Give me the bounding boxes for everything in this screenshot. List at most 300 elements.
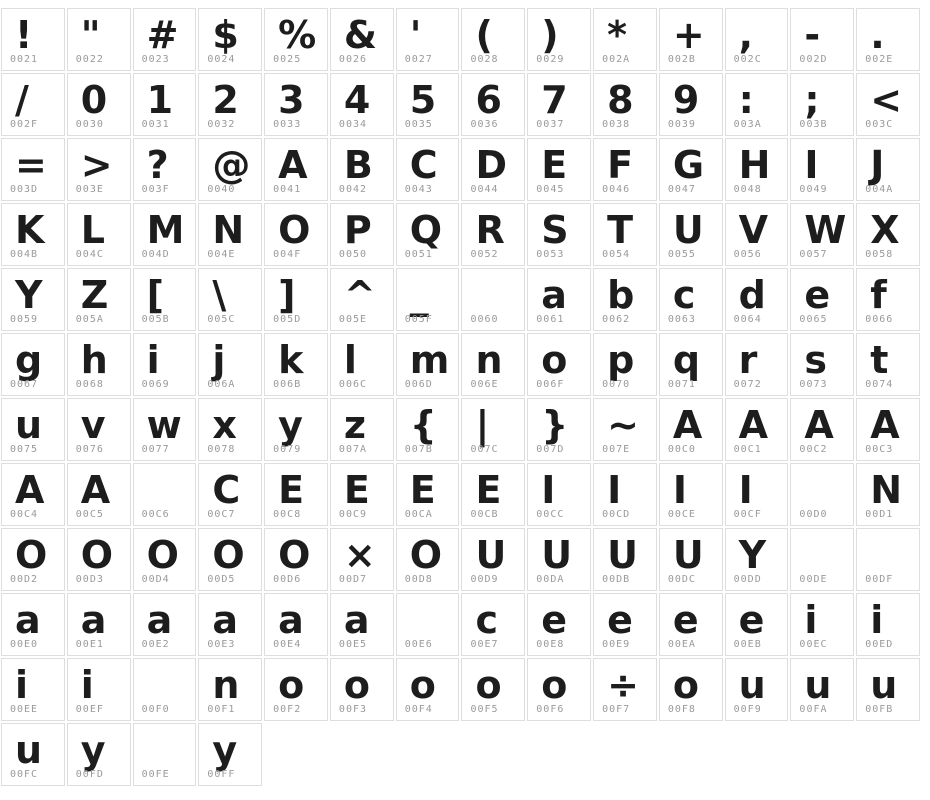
glyph-unicode-code: 00E3 [207,639,236,650]
glyph-character: ] [278,273,296,317]
glyph-unicode-code: 00E2 [141,639,170,650]
glyph-unicode-code: 00C0 [667,444,696,455]
glyph-unicode-code: 006D [404,379,433,390]
glyph-cell [396,268,460,331]
glyph-cell [133,138,197,201]
glyph-character: 0 [80,78,108,122]
glyph-unicode-code: 00E7 [470,639,499,650]
glyph-cell [461,8,525,71]
glyph-cell [1,73,65,136]
glyph-unicode-code: 0070 [602,379,631,390]
glyph-character: × [343,533,376,577]
glyph-unicode-code: 0036 [470,119,499,130]
glyph-character: H [738,143,771,187]
glyph-cell [856,73,920,136]
glyph-character: Z [80,273,109,317]
glyph-character: W [804,208,847,252]
glyph-cell [725,268,789,331]
glyph-unicode-code: 0026 [338,54,368,65]
glyph-cell [133,268,197,331]
glyph-character: a [343,598,370,642]
glyph-character: a [15,598,41,642]
glyph-character: 5 [409,78,437,122]
glyph-unicode-code: 006B [273,379,302,390]
glyph-character: d [738,273,766,317]
glyph-cell [527,203,591,266]
glyph-cell [198,8,262,71]
glyph-cell [1,463,65,526]
glyph-cell [67,463,131,526]
glyph-character: D [475,143,508,187]
glyph-character: U [607,533,638,577]
glyph-character: 9 [672,78,700,122]
glyph-cell [264,333,328,396]
glyph-cell [461,203,525,266]
glyph-cell [396,398,460,461]
glyph-unicode-code: 0035 [404,119,433,130]
glyph-cell [330,203,394,266]
glyph-character: ? [146,143,169,187]
glyph-cell [198,593,262,656]
glyph-unicode-code: 0057 [799,249,828,260]
glyph-cell [593,73,657,136]
glyph-unicode-code: 0077 [141,444,170,455]
glyph-cell [198,463,262,526]
glyph-character: O [80,533,114,577]
glyph-cell [396,658,460,721]
glyph-cell [198,203,262,266]
glyph-character: ^ [343,273,376,317]
glyph-character: L [80,208,105,252]
glyph-unicode-code: 0069 [141,379,170,390]
glyph-character: P [343,208,372,252]
glyph-unicode-code: 0034 [338,119,368,130]
glyph-character: 6 [475,78,502,122]
glyph-character: E [541,143,568,187]
glyph-unicode-code: 00DD [733,574,762,585]
glyph-cell [593,463,657,526]
glyph-character: w [146,403,182,447]
glyph-character: Q [409,208,443,252]
glyph-character: O [146,533,179,577]
glyph-character: h [80,338,108,382]
glyph-character: q [672,338,701,382]
glyph-cell [67,8,131,71]
glyph-unicode-code: 00C3 [865,444,894,455]
glyph-unicode-code: 00F5 [470,704,499,715]
glyph-cell [659,268,723,331]
glyph-unicode-code: 005B [141,314,170,325]
glyph-unicode-code: 0058 [865,249,894,260]
glyph-character: + [672,13,705,57]
glyph-unicode-code: 00CC [536,509,565,520]
glyph-unicode-code: 007E [602,444,631,455]
glyph-cell [527,463,591,526]
glyph-cell [133,203,197,266]
glyph-character: I [607,468,622,512]
glyph-cell [593,528,657,591]
glyph-character: E [475,468,502,512]
glyph-character: 8 [607,78,634,122]
glyph-cell [330,398,394,461]
glyph-cell [527,138,591,201]
glyph-unicode-code: 00D8 [404,574,433,585]
glyph-cell [790,73,854,136]
glyph-character: o [278,663,305,707]
glyph-character: o [541,663,568,707]
glyph-character: v [80,403,106,447]
glyph-character: n [212,663,240,707]
glyph-cell [659,658,723,721]
glyph-character: G [672,143,705,187]
glyph-cell [593,398,657,461]
glyph-cell [659,398,723,461]
glyph-cell [790,463,854,526]
glyph-unicode-code: 0079 [273,444,302,455]
glyph-cell [264,528,328,591]
glyph-cell [133,8,197,71]
glyph-unicode-code: 00F6 [536,704,565,715]
glyph-character: % [278,13,317,57]
glyph-unicode-code: 0048 [733,184,762,195]
glyph-cell [67,593,131,656]
glyph-character: k [278,338,304,382]
glyph-unicode-code: 0056 [733,249,762,260]
glyph-character: [ [146,273,164,317]
glyph-character: Y [738,533,767,577]
glyph-character: I [672,468,687,512]
glyph-unicode-code: 00C6 [141,509,170,520]
glyph-cell [593,8,657,71]
glyph-character: F [607,143,634,187]
glyph-character: o [343,663,371,707]
glyph-unicode-code: 0047 [667,184,696,195]
glyph-cell [198,658,262,721]
glyph-unicode-code: 005E [338,314,368,325]
glyph-character: ÷ [607,663,639,707]
glyph-unicode-code: 004B [10,249,39,260]
glyph-character: g [15,338,43,382]
glyph-cell [725,658,789,721]
glyph-character: E [278,468,305,512]
glyph-unicode-code: 002B [667,54,696,65]
glyph-cell [725,333,789,396]
glyph-unicode-code: 0023 [141,54,170,65]
glyph-unicode-code: 0045 [536,184,565,195]
glyph-cell [725,73,789,136]
glyph-cell [725,528,789,591]
glyph-unicode-code: 0030 [75,119,104,130]
glyph-unicode-code: 0074 [865,379,894,390]
glyph-cell [1,268,65,331]
glyph-character: \ [212,273,227,317]
glyph-character: a [541,273,567,317]
glyph-cell [856,268,920,331]
glyph-unicode-code: 00E5 [338,639,368,650]
glyph-cell [659,138,723,201]
glyph-cell [396,8,460,71]
glyph-cell [527,333,591,396]
glyph-unicode-code: 00CD [602,509,631,520]
glyph-cell [725,463,789,526]
glyph-unicode-code: 0029 [536,54,565,65]
glyph-character: ~ [607,403,639,447]
glyph-cell [790,398,854,461]
glyph-unicode-code: 00FD [75,769,104,780]
glyph-character: ( [475,13,493,57]
glyph-character: U [541,533,573,577]
glyph-unicode-code: 00CB [470,509,499,520]
glyph-character: < [870,78,903,122]
glyph-cell [659,8,723,71]
font-glyph-table [1,8,920,786]
glyph-character: - [804,13,821,57]
glyph-unicode-code: 00E1 [75,639,104,650]
glyph-character: u [15,403,43,447]
glyph-unicode-code: 0031 [141,119,170,130]
glyph-character: N [870,468,903,512]
glyph-cell [790,528,854,591]
glyph-character: e [607,598,633,642]
glyph-character: y [278,403,303,447]
glyph-cell [790,593,854,656]
glyph-unicode-code: 00D5 [207,574,236,585]
glyph-unicode-code: 007D [536,444,565,455]
glyph-character: ' [409,13,422,57]
glyph-unicode-code: 0073 [799,379,828,390]
glyph-cell [659,528,723,591]
glyph-unicode-code: 007C [470,444,499,455]
glyph-unicode-code: 0040 [207,184,236,195]
glyph-cell [67,398,131,461]
glyph-character: , [738,13,754,57]
glyph-character: u [804,663,832,707]
glyph-cell [198,268,262,331]
glyph-character: C [212,468,241,512]
glyph-character: o [541,338,568,382]
glyph-unicode-code: 00ED [865,639,894,650]
glyph-cell [790,138,854,201]
glyph-unicode-code: 00CA [404,509,433,520]
glyph-unicode-code: 00F4 [404,704,433,715]
glyph-unicode-code: 00D7 [338,574,368,585]
glyph-character: / [15,78,29,122]
glyph-unicode-code: 00EA [667,639,696,650]
glyph-cell [396,333,460,396]
glyph-cell [527,528,591,591]
glyph-unicode-code: 00FE [141,769,170,780]
glyph-unicode-code: 00D2 [10,574,39,585]
glyph-character: o [672,663,699,707]
glyph-cell [725,138,789,201]
glyph-unicode-code: 00C4 [10,509,39,520]
glyph-cell [198,138,262,201]
glyph-character: > [80,143,113,187]
glyph-cell [461,138,525,201]
glyph-unicode-code: 0039 [667,119,696,130]
glyph-cell [67,268,131,331]
glyph-cell [133,463,197,526]
glyph-cell [330,463,394,526]
glyph-character: C [409,143,438,187]
glyph-unicode-code: 0075 [10,444,39,455]
glyph-cell [461,268,525,331]
glyph-unicode-code: 0037 [536,119,565,130]
glyph-cell [198,528,262,591]
glyph-cell [330,138,394,201]
glyph-unicode-code: 0060 [470,314,499,325]
glyph-character: f [870,273,887,317]
glyph-unicode-code: 004C [75,249,104,260]
glyph-unicode-code: 0042 [338,184,368,195]
glyph-cell [264,463,328,526]
glyph-character: e [738,598,765,642]
glyph-unicode-code: 0067 [10,379,39,390]
glyph-cell [264,593,328,656]
glyph-cell [67,658,131,721]
glyph-cell [527,268,591,331]
glyph-unicode-code: 0044 [470,184,499,195]
glyph-character: $ [212,13,239,57]
glyph-cell [461,463,525,526]
glyph-cell [593,658,657,721]
glyph-unicode-code: 0064 [733,314,762,325]
glyph-unicode-code: 002E [865,54,894,65]
glyph-cell [67,73,131,136]
glyph-unicode-code: 00EE [10,704,39,715]
glyph-unicode-code: 0063 [667,314,696,325]
glyph-unicode-code: 00E4 [273,639,302,650]
glyph-character: V [738,208,769,252]
glyph-unicode-code: 00DE [799,574,828,585]
glyph-character: I [738,468,753,512]
glyph-character: 7 [541,78,568,122]
glyph-character: j [212,338,226,382]
glyph-cell [198,723,262,786]
glyph-unicode-code: 0032 [207,119,236,130]
glyph-character: t [870,338,889,382]
glyph-character: A [80,468,111,512]
glyph-unicode-code: 003F [141,184,170,195]
glyph-cell [330,658,394,721]
glyph-character: l [343,338,357,382]
glyph-unicode-code: 003C [865,119,894,130]
glyph-cell [330,268,394,331]
glyph-unicode-code: 00CE [667,509,696,520]
glyph-cell [133,593,197,656]
glyph-character: c [475,598,499,642]
glyph-unicode-code: 005A [75,314,104,325]
glyph-unicode-code: 0062 [602,314,631,325]
glyph-unicode-code: 0065 [799,314,828,325]
glyph-cell [396,73,460,136]
glyph-unicode-code: 00F1 [207,704,236,715]
glyph-character: o [409,663,436,707]
glyph-unicode-code: 00D3 [75,574,104,585]
glyph-cell [856,138,920,201]
glyph-unicode-code: 00F8 [667,704,696,715]
glyph-character: @ [212,143,251,187]
glyph-unicode-code: 00C1 [733,444,762,455]
glyph-unicode-code: 0071 [667,379,696,390]
glyph-unicode-code: 0050 [338,249,368,260]
glyph-unicode-code: 006C [338,379,368,390]
glyph-cell [330,333,394,396]
glyph-character: a [80,598,107,642]
glyph-cell [396,593,460,656]
glyph-cell [856,333,920,396]
glyph-cell [396,138,460,201]
glyph-cell [461,333,525,396]
glyph-unicode-code: 00E6 [404,639,433,650]
glyph-character: E [343,468,370,512]
glyph-unicode-code: 00FA [799,704,828,715]
glyph-cell [396,203,460,266]
glyph-cell [856,658,920,721]
glyph-character: u [870,663,898,707]
glyph-cell [790,658,854,721]
glyph-unicode-code: 00C5 [75,509,104,520]
glyph-character: . [870,13,885,57]
glyph-cell [264,138,328,201]
glyph-unicode-code: 0033 [273,119,302,130]
glyph-cell [330,8,394,71]
glyph-cell [198,333,262,396]
glyph-cell [264,203,328,266]
glyph-unicode-code: 0022 [75,54,104,65]
glyph-unicode-code: 0076 [75,444,104,455]
glyph-unicode-code: 00C9 [338,509,368,520]
glyph-cell [790,268,854,331]
glyph-character: Y [15,273,43,317]
glyph-character: * [607,13,627,57]
glyph-cell [659,73,723,136]
glyph-unicode-code: 00C8 [273,509,302,520]
glyph-cell [790,8,854,71]
glyph-unicode-code: 00DB [602,574,631,585]
glyph-character: e [672,598,699,642]
glyph-character: _ [409,273,429,317]
glyph-character: I [541,468,556,512]
glyph-cell [1,593,65,656]
glyph-character: c [672,273,696,317]
glyph-character: A [278,143,308,187]
glyph-cell [133,333,197,396]
glyph-unicode-code: 0024 [207,54,236,65]
glyph-cell [67,138,131,201]
glyph-character: O [409,533,443,577]
glyph-character: A [804,403,834,447]
glyph-unicode-code: 0049 [799,184,828,195]
glyph-character: y [80,728,106,772]
glyph-cell [396,463,460,526]
glyph-unicode-code: 0053 [536,249,565,260]
glyph-character: | [475,403,490,447]
glyph-cell [67,723,131,786]
glyph-unicode-code: 00EF [75,704,104,715]
glyph-character: O [278,533,311,577]
glyph-cell [461,398,525,461]
glyph-unicode-code: 0061 [536,314,565,325]
glyph-unicode-code: 00D4 [141,574,170,585]
glyph-unicode-code: 0041 [273,184,302,195]
glyph-character: M [146,208,185,252]
glyph-character: 4 [343,78,371,122]
glyph-character: B [343,143,373,187]
glyph-unicode-code: 006E [470,379,499,390]
glyph-cell [67,528,131,591]
glyph-cell [264,398,328,461]
